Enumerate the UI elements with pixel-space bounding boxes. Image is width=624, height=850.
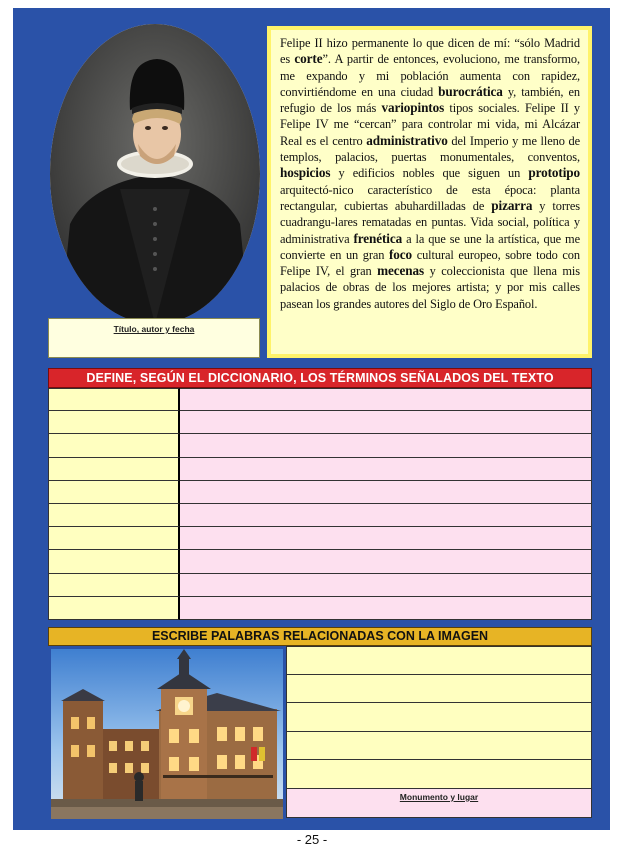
highlighted-term: foco xyxy=(389,246,413,262)
highlighted-term: burocrática xyxy=(438,83,503,99)
text-segment: cultural europeo, sobre todo con Felipe IV, el gran xyxy=(280,247,580,279)
term-cell[interactable] xyxy=(48,481,180,504)
definition-cell[interactable] xyxy=(180,527,592,550)
highlighted-term: administrativo xyxy=(366,132,448,148)
word-row[interactable] xyxy=(286,646,592,675)
text-box xyxy=(267,26,592,358)
text-segment: y torres cuadrangu-lares rematadas en puntas. Vida social, política y administrativa xyxy=(280,198,580,246)
term-cell[interactable] xyxy=(48,527,180,550)
term-cell[interactable] xyxy=(48,434,180,457)
text-segment: y edificios nobles que siguen un xyxy=(330,166,529,181)
term-cell[interactable] xyxy=(48,574,180,597)
definition-cell[interactable] xyxy=(180,458,592,481)
text-segment: tipos sociales. Felipe II y Felipe IV me “cercan” para controlar mi vida, mi Alcázar Real es el centro xyxy=(280,101,580,148)
term-cell[interactable] xyxy=(48,597,180,620)
define-row xyxy=(48,597,592,620)
word-row[interactable] xyxy=(286,760,592,789)
define-row xyxy=(48,574,592,597)
highlighted-term: frenética xyxy=(353,230,403,246)
define-row xyxy=(48,411,592,434)
define-table xyxy=(48,388,592,620)
text-segment: a la que se une la artística, que me convierte en un gran xyxy=(280,231,580,262)
definition-cell[interactable] xyxy=(180,504,592,527)
text-segment: arquitectó-nico característico de esta época: planta rectangular, cubiertas abuhardilladas de xyxy=(280,182,580,213)
definition-cell[interactable] xyxy=(180,411,592,434)
text-segment: y coleccionista que llena mis palacios de obras de los mejores artista; y por mis calles pasean los grandes autores del Siglo de Oro Español. xyxy=(280,264,580,311)
text-segment: Felipe II hizo permanente lo que dicen de mí: “sólo Madrid es xyxy=(280,36,580,67)
term-cell[interactable] xyxy=(48,411,180,434)
monument-caption[interactable]: Monumento y lugar xyxy=(286,789,592,818)
highlighted-term: variopintos xyxy=(381,100,445,116)
text-paragraph xyxy=(271,30,588,354)
highlighted-term: mecenas xyxy=(377,263,425,279)
highlighted-term: hospicios xyxy=(280,165,331,181)
definition-cell[interactable] xyxy=(180,481,592,504)
word-row[interactable] xyxy=(286,675,592,704)
definition-cell[interactable] xyxy=(180,574,592,597)
portrait-image xyxy=(50,24,260,324)
define-row xyxy=(48,527,592,550)
portrait-caption-box[interactable] xyxy=(48,318,260,358)
highlighted-term: pizarra xyxy=(491,197,533,213)
page-number: - 25 - xyxy=(296,832,328,847)
word-row[interactable] xyxy=(286,732,592,761)
definition-cell[interactable] xyxy=(180,388,592,411)
text-segment: ”. A partir de entonces, evoluciono, me transformo, me expando y mi población aumenta con rapidez, convirtiéndome en una ciudad xyxy=(280,52,580,99)
define-row xyxy=(48,388,592,411)
define-row xyxy=(48,504,592,527)
highlighted-term: corte xyxy=(294,51,323,67)
term-cell[interactable] xyxy=(48,504,180,527)
define-row xyxy=(48,458,592,481)
definition-cell[interactable] xyxy=(180,434,592,457)
term-cell[interactable] xyxy=(48,550,180,573)
highlighted-term: prototipo xyxy=(528,165,580,181)
define-row xyxy=(48,434,592,457)
term-cell[interactable] xyxy=(48,458,180,481)
define-header: DEFINE, SEGÚN EL DICCIONARIO, LOS TÉRMINOS SEÑALADOS DEL TEXTO xyxy=(48,368,592,388)
define-row xyxy=(48,481,592,504)
text-segment: del Imperio y me lleno de templos, palacios, puertas monumentales, conventos, xyxy=(280,133,580,165)
monument-photo xyxy=(51,649,283,819)
words-table xyxy=(286,646,592,818)
portrait-caption: Título, autor y fecha xyxy=(113,324,195,334)
definition-cell[interactable] xyxy=(180,550,592,573)
definition-cell[interactable] xyxy=(180,597,592,620)
define-row xyxy=(48,550,592,573)
words-header: ESCRIBE PALABRAS RELACIONADAS CON LA IMAGEN xyxy=(48,627,592,646)
text-segment: y, también, en refugio de los más xyxy=(280,84,580,116)
word-row[interactable] xyxy=(286,703,592,732)
term-cell[interactable] xyxy=(48,388,180,411)
